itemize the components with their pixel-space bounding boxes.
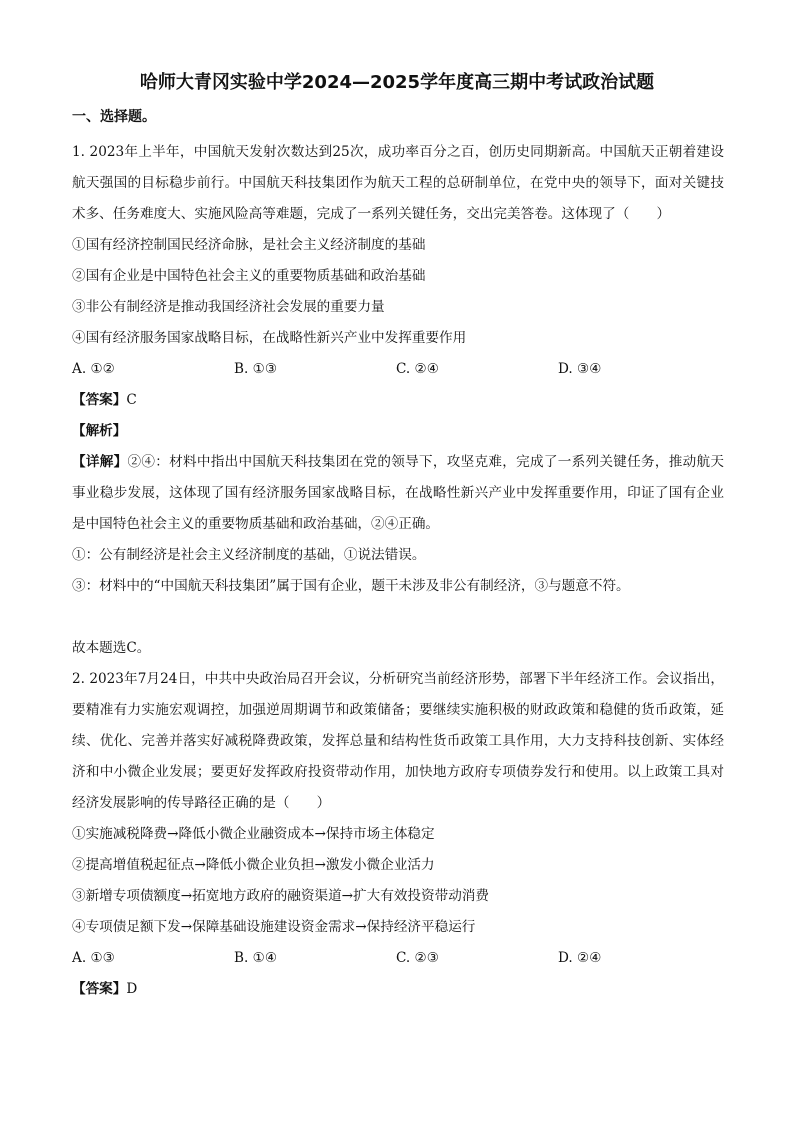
question-1-item-1: ①国有经济控制国民经济命脉，是社会主义经济制度的基础 [72, 237, 426, 253]
page-title: 哈师大青冈实验中学2024—2025学年度高三期中考试政治试题 [139, 72, 655, 93]
question-2-stem: 2. 2023年7月24日，中共中央政治局召开会议，分析研究当前经济形势，部署下半年经济工作。会议指出，要精准有力实施宏观调控，加强逆周期调节和政策储备；要继续实施积极的财政政策和稳健的货币政策，延续、优化、完善并落实好减税降费政策，发挥总量和结构性货币政策工具作用，大力支持科技创新、实体经济和中小微企业发展；要更好发挥政府投资带动作用，加快地方政府专项债券发行和使用。以上政策工具对经济发展影响的传导路径正确的是（ ） [72, 671, 724, 811]
question-1-note-1: ①：公有制经济是社会主义经济制度的基础，①说法错误。 [72, 547, 426, 563]
question-2-option-b: B. ①④ [234, 950, 278, 966]
question-1-option-c: C. ②④ [396, 361, 439, 377]
question-1-analysis [72, 416, 724, 447]
question-2-option-d: D. ②④ [558, 950, 602, 966]
document-body [72, 137, 724, 1005]
question-2-item-4: ④专项债足额下发→保障基础设施建设资金需求→保持经济平稳运行 [72, 919, 476, 935]
question-1-item-4: ④国有经济服务国家战略目标，在战略性新兴产业中发挥重要作用 [72, 330, 467, 346]
question-2-option-a: A. ①③ [72, 950, 115, 966]
answer-value: C [126, 392, 137, 408]
analysis-tag: 【解析】 [72, 423, 127, 439]
question-2-option-c: C. ②③ [396, 950, 439, 966]
detail-text: ②④：材料中指出中国航天科技集团在党的领导下，攻坚克难，完成了一系列关键任务，推动航天事业稳步发展，这体现了国有经济服务国家战略目标，在战略性新兴产业中发挥重要作用，印证了国有企业是中国特色社会主义的重要物质基础和政治基础，②④正确。 [72, 454, 724, 532]
answer-value: D [126, 981, 138, 997]
question-1-detail [72, 447, 724, 540]
question-2-item-1: ①实施减税降费→降低小微企业融资成本→保持市场主体稳定 [72, 826, 435, 842]
paragraph-gap [72, 602, 724, 633]
answer-tag: 【答案】 [72, 981, 127, 997]
question-1-item-3: ③非公有制经济是推动我国经济社会发展的重要力量 [72, 299, 385, 315]
detail-tag: 【详解】 [72, 454, 128, 470]
question-2-answer [72, 974, 724, 1005]
question-2-item-3: ③新增专项债额度→拓宽地方政府的融资渠道→扩大有效投资带动消费 [72, 888, 489, 904]
question-1-option-d: D. ③④ [558, 361, 602, 377]
question-1-options [72, 354, 724, 385]
question-1-option-b: B. ①③ [234, 361, 278, 377]
question-1-note-3: ③：材料中的“中国航天科技集团”属于国有企业，题干未涉及非公有制经济，③与题意不符。 [72, 578, 630, 594]
question-1-option-a: A. ①② [72, 361, 115, 377]
question-1-answer [72, 385, 724, 416]
question-1-conclusion: 故本题选C。 [72, 640, 151, 656]
question-2-item-2: ②提高增值税起征点→降低小微企业负担→激发小微企业活力 [72, 857, 435, 873]
section-heading: 一、选择题。 [72, 109, 156, 125]
question-2-options [72, 943, 724, 974]
answer-tag: 【答案】 [72, 392, 127, 408]
question-1-stem: 1. 2023年上半年，中国航天发射次数达到25次，成功率百分之百，创历史同期新高。中国航天正朝着建设航天强国的目标稳步前行。中国航天科技集团作为航天工程的总研制单位，在党中央的领导下，面对关键技术多、任务难度大、实施风险高等难题，完成了一系列关键任务，交出完美答卷。这体现了（ ） [72, 144, 724, 222]
question-1-item-2: ②国有企业是中国特色社会主义的重要物质基础和政治基础 [72, 268, 426, 284]
